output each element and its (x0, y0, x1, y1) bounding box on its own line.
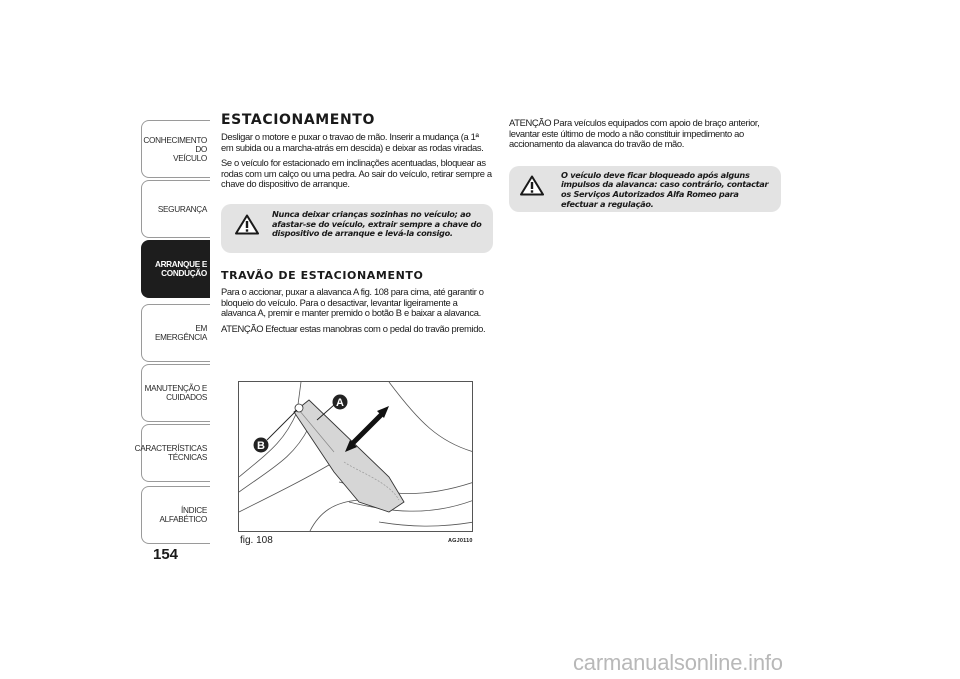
warning-text: O veículo deve ficar bloqueado após alguns impulsos da alavanca: caso contrário, contactar os Serviços Autorizados Alfa Romeo para efectuar a regulação. (561, 169, 769, 209)
warning-box (221, 204, 493, 253)
tab-label: CARACTERÍSTICAS TÉCNICAS (134, 444, 207, 462)
page-number: 154 (153, 546, 179, 563)
watermark: carmanualsonline.info (573, 650, 783, 675)
paragraph: ATENÇÃO Efectuar estas manobras com o pedal do travão premido. (221, 322, 486, 334)
handbrake-illustration (239, 382, 473, 532)
tab-label: MANUTENÇÃO E CUIDADOS (144, 384, 207, 402)
paragraph: Se o veículo for estacionado em inclinações acentuadas, bloquear as rodas com um calço ou uma pedra. Ao sair do veículo, retirar sempre a chave do dispositivo de arranque. (221, 157, 492, 190)
warning-triangle-icon (235, 214, 259, 235)
tab-label: ARRANQUE E CONDUÇÃO (154, 260, 207, 278)
warning-box (509, 166, 781, 212)
paragraph: ATENÇÃO Para veículos equipados com apoio de braço anterior, levantar este último de modo a não constituir impedimento ao accionamento da alavanca do travão de mão. (509, 117, 760, 150)
figure-handbrake (238, 381, 473, 532)
tab-conhecimento-do-veiculo[interactable] (141, 120, 210, 178)
double-arrow-icon (345, 406, 389, 452)
figure-label-a: A (336, 397, 344, 410)
paragraph: Desligar o motore e puxar o travao de mão. Inserir a mudança (a 1ª em subida ou a marcha-atrás em descida) e deixar as rodas viradas. (221, 131, 484, 153)
tab-label: EM EMERGÊNCIA (154, 324, 207, 342)
section-title-estacionamento: ESTACIONAMENTO (221, 112, 375, 128)
figure-caption: fig. 108 (240, 535, 273, 546)
tab-label: SEGURANÇA (157, 204, 207, 214)
tab-caracteristicas-tecnicas[interactable] (134, 424, 210, 482)
tab-arranque-e-conducao[interactable] (141, 240, 210, 298)
figure-label-b: B (257, 440, 265, 453)
tab-em-emergencia[interactable] (141, 304, 210, 362)
figure-code: AGJ0110 (448, 538, 473, 544)
tab-label: ÍNDICE ALFABÉTICO (159, 506, 207, 524)
tab-label: CONHECIMENTO DO VEÍCULO (143, 135, 207, 163)
tab-seguranca[interactable] (141, 180, 210, 238)
warning-triangle-icon (520, 175, 544, 196)
paragraph: Para o accionar, puxar a alavanca A fig. 108 para cima, até garantir o bloqueio do veículo. Para o desactivar, levantar ligeiramente a alavanca A, premir e manter premido o botão B e baixar a alavanca. (221, 285, 484, 319)
warning-text: Nunca deixar crianças sozinhas no veículo; ao afastar-se do veículo, extrair sempre a chave do dispositivo de arranque e levá-la consigo. (272, 208, 482, 239)
left-column (221, 112, 493, 339)
tab-indice-alfabetico[interactable] (141, 486, 210, 544)
tab-manutencao-e-cuidados[interactable] (141, 364, 210, 422)
right-column (509, 118, 781, 212)
section-title-travao: TRAVÃO DE ESTACIONAMENTO (221, 268, 424, 282)
